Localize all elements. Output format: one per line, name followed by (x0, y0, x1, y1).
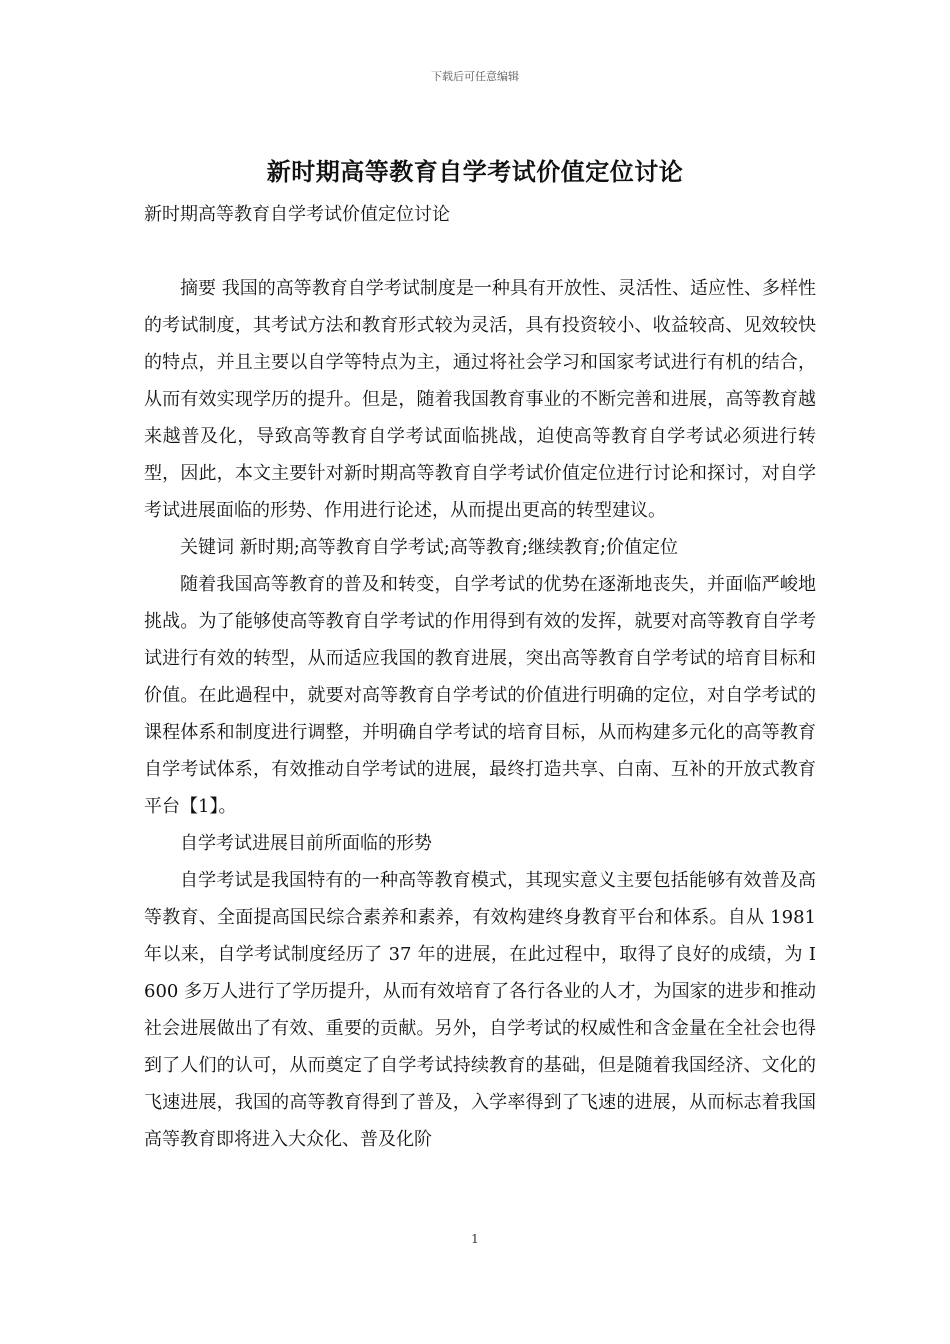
document-body (144, 270, 816, 1158)
page-number: 1 (471, 1232, 479, 1246)
body-paragraph: 自学考试是我国特有的一种高等教育模式，其现实意义主要包括能够有效普及高等教育、全面提高国民综合素养和素养，有效构建终身教育平台和体系。自从 1981 年以来，自学考试制度经历了 37 年的进展，在此过程中，取得了良好的成绩，为 I 600 多万人进行了学历提升，从而有效培育了各行各业的人才，为国家的进步和推动社会进展做出了有效、重要的贡献。另外，自学考试的权威性和含金量在全社会也得到了人们的认可，从而奠定了自学考试持续教育的基础，但是随着我国经济、文化的飞速进展，我国的高等教育得到了普及，入学率得到了飞速的进展，从而标志着我国高等教育即将进入大众化、普及化阶 (144, 870, 816, 1150)
document-subtitle: 新时期高等教育自学考试价值定位讨论 (144, 204, 450, 225)
section-heading: 自学考试进展目前所面临的形势 (180, 833, 432, 854)
header-note: 下载后可任意编辑 (431, 70, 519, 83)
keywords-paragraph: 关键词 新时期;高等教育自学考试;高等教育;继续教育;价值定位 (180, 537, 678, 558)
document-title: 新时期高等教育自学考试价值定位讨论 (266, 157, 684, 186)
intro-paragraph: 随着我国高等教育的普及和转变，自学考试的优势在逐渐地丧失，并面临严峻地挑战。为了能够使高等教育自学考试的作用得到有效的发挥，就要对高等教育自学考试进行有效的转型，从而适应我国的教育进展，突出高等教育自学考试的培育目标和价值。在此過程中，就要对高等教育自学考试的价值进行明确的定位，对自学考试的课程体系和制度进行调整，并明确自学考试的培育目标，从而构建多元化的高等教育自学考试体系，有效推动自学考试的进展，最终打造共享、白南、互补的开放式教育平台【1】。 (144, 574, 816, 817)
abstract-paragraph: 摘要 我国的高等教育自学考试制度是一种具有开放性、灵活性、适应性、多样性的考试制度，其考试方法和教育形式较为灵活，具有投资较小、收益较高、见效较快的特点，并且主要以自学等特点为主，通过将社会学习和国家考试进行有机的结合，从而有效实现学历的提升。但是，随着我国教育事业的不断完善和进展，高等教育越来越普及化，导致高等教育自学考试面临挑战，迫使高等教育自学考试必须进行转型，因此，本文主要针对新时期高等教育自学考试价值定位进行讨论和探讨，对自学考试进展面临的形势、作用进行论述，从而提出更高的转型建议。 (144, 278, 816, 521)
